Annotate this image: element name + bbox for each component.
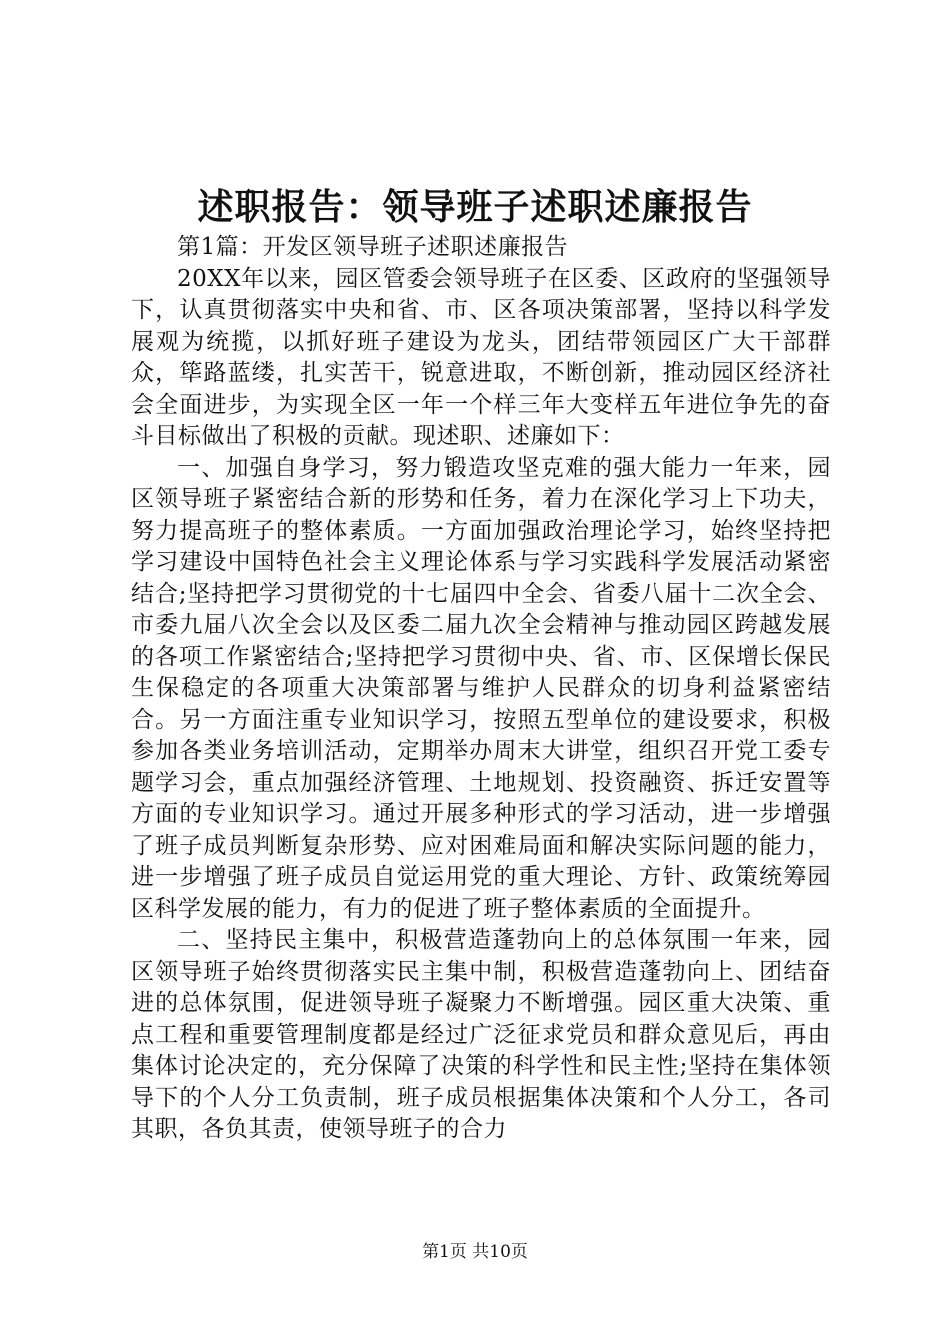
section-heading: 第1篇：开发区领导班子述职述廉报告 [177,234,569,260]
body-paragraph-study: 一、加强自身学习，努力锻造攻坚克难的强大能力一年来，园区领导班子紧密结合新的形势和任务，着力在深化学习上下功夫，努力提高班子的整体素质。一方面加强政治理论学习，始终坚持把学习建设中国特色社会主义理论体系与学习实践科学发展活动紧密结合;坚持把学习贯彻党的十七届四中全会、省委八届十二次全会、市委九届八次全会以及区委二届九次全会精神与推动园区跨越发展的各项工作紧密结合;坚持把学习贯彻中央、省、市、区保增长保民生保稳定的各项重大决策部署与维护人民群众的切身利益紧密结合。另一方面注重专业知识学习，按照五型单位的建设要求，积极参加各类业务培训活动，定期举办周末大讲堂，组织召开党工委专题学习会，重点加强经济管理、土地规划、投资融资、拆迁安置等方面的专业知识学习。通过开展多种形式的学习活动，进一步增强了班子成员判断复杂形势、应对困难局面和解决实际问题的能力，进一步增强了班子成员自觉运用党的重大理论、方针、政策统筹园区科学发展的能力，有力的促进了班子整体素质的全面提升。 [131,454,831,922]
body-paragraph-intro: 20XX年以来，园区管委会领导班子在区委、区政府的坚强领导下，认真贯彻落实中央和省、市、区各项决策部署，坚持以科学发展观为统揽，以抓好班子建设为龙头，团结带领园区广大干部群众，筚路蓝缕，扎实苦干，锐意进取，不断创新，推动园区经济社会全面进步，为实现全区一年一个样三年大变样五年进位争先的奋斗目标做出了积极的贡献。现述职、述廉如下： [131,265,831,449]
page-footer: 第1页 共10页 [422,1242,528,1262]
document-body [131,232,831,1146]
body-paragraph-democracy: 二、坚持民主集中，积极营造蓬勃向上的总体氛围一年来，园区领导班子始终贯彻落实民主集中制，积极营造蓬勃向上、团结奋进的总体氛围，促进领导班子凝聚力不断增强。园区重大决策、重点工程和重要管理制度都是经过广泛征求党员和群众意见后，再由集体讨论决定的，充分保障了决策的科学性和民主性;坚持在集体领导下的个人分工负责制，班子成员根据集体决策和个人分工，各司其职，各负其责，使领导班子的合力 [131,927,831,1142]
document-title: 述职报告：领导班子述职述廉报告 [197,186,753,228]
